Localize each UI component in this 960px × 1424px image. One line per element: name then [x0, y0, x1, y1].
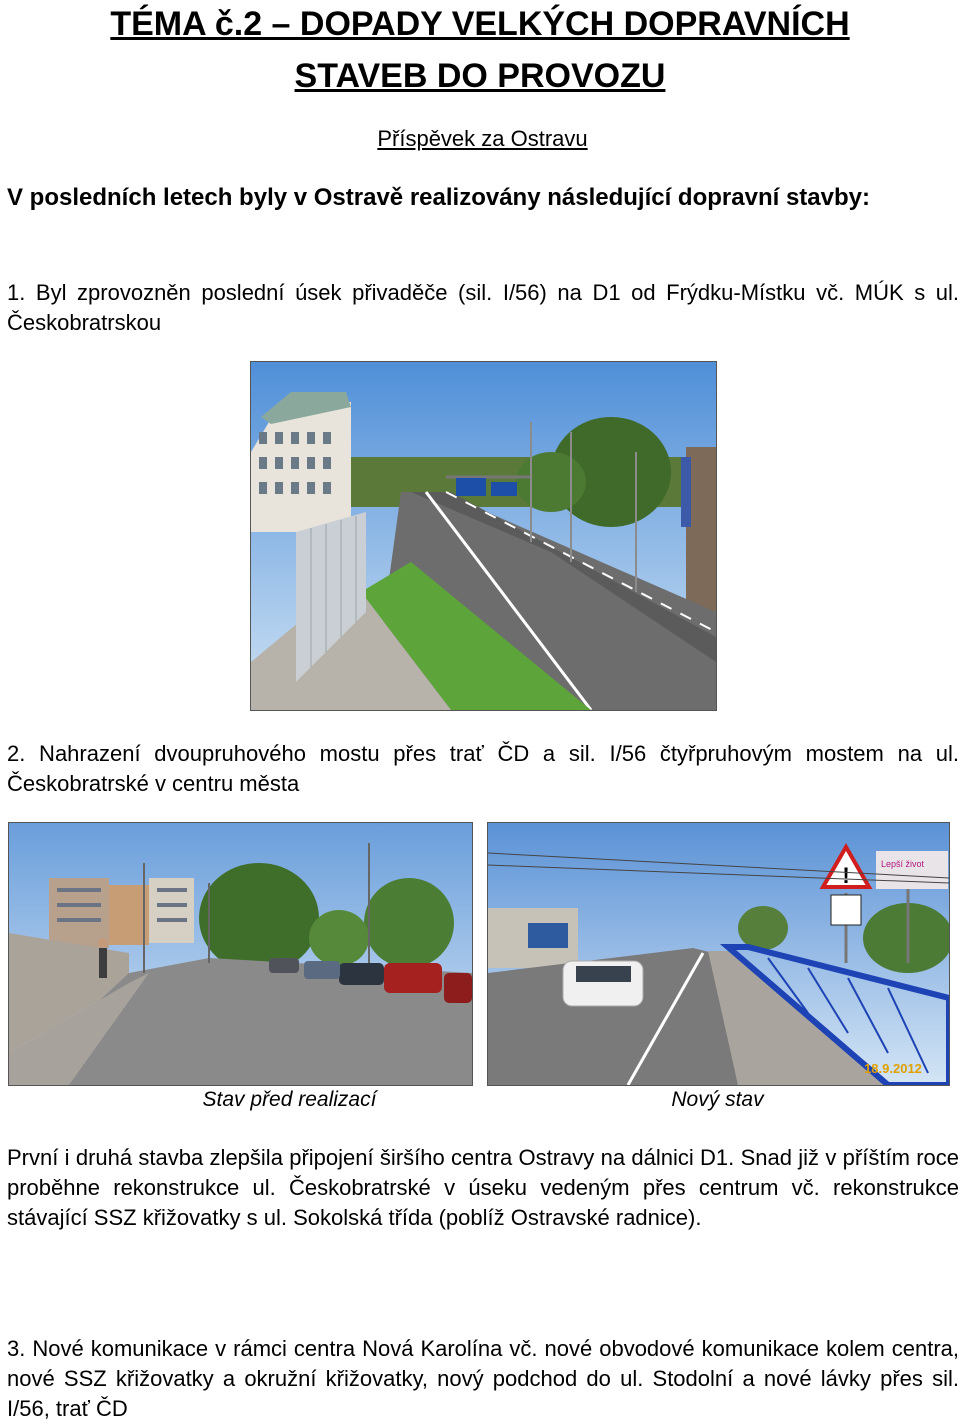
photo-highway-feeder [250, 361, 717, 711]
caption-before: Stav před realizací [202, 1088, 377, 1111]
subtitle: Příspěvek za Ostravu [377, 126, 588, 151]
date-stamp: 18.9.2012 [864, 1061, 922, 1076]
photo-bridge-after [487, 822, 950, 1086]
photo-bridge-before [8, 822, 473, 1086]
item-1-text: 1. Byl zprovozněn poslední úsek přivaděče (sil. I/56) na D1 od Frýdku-Místku vč. MÚK s ul. Českobratrskou [7, 280, 959, 335]
page-title-line2: STAVEB DO PROVOZU [294, 57, 666, 95]
intro-paragraph: V posledních letech byly v Ostravě realizovány následující dopravní stavby: [7, 184, 870, 211]
billboard-text: Lepší život [881, 859, 925, 869]
caption-after: Nový stav [671, 1088, 764, 1111]
svg-text:!: ! [842, 863, 850, 888]
summary-paragraph: První i druhá stavba zlepšila připojení širšího centra Ostravy na dálnici D1. Snad již v příštím roce proběhne rekonstrukce ul. Českobratrské v úseku vedeným přes centrum vč. rekonstrukce stávající SSZ křižovatky s ul. Sokolská třída (poblíž Ostravské radnice). [7, 1145, 959, 1230]
item-2-text: 2. Nahrazení dvoupruhového mostu přes trať ČD a sil. I/56 čtyřpruhovým mostem na ul. Českobratrské v centru města [7, 741, 959, 796]
page-title: TÉMA č.2 – DOPADY VELKÝCH DOPRAVNÍCH [110, 5, 850, 43]
item-3-text: 3. Nové komunikace v rámci centra Nová Karolína vč. nové obvodové komunikace kolem centra, nové SSZ křižovatky a okružní křižovatky, nový podchod do ul. Stodolní a nové lávky přes sil. I/56, trať ČD [7, 1336, 959, 1421]
